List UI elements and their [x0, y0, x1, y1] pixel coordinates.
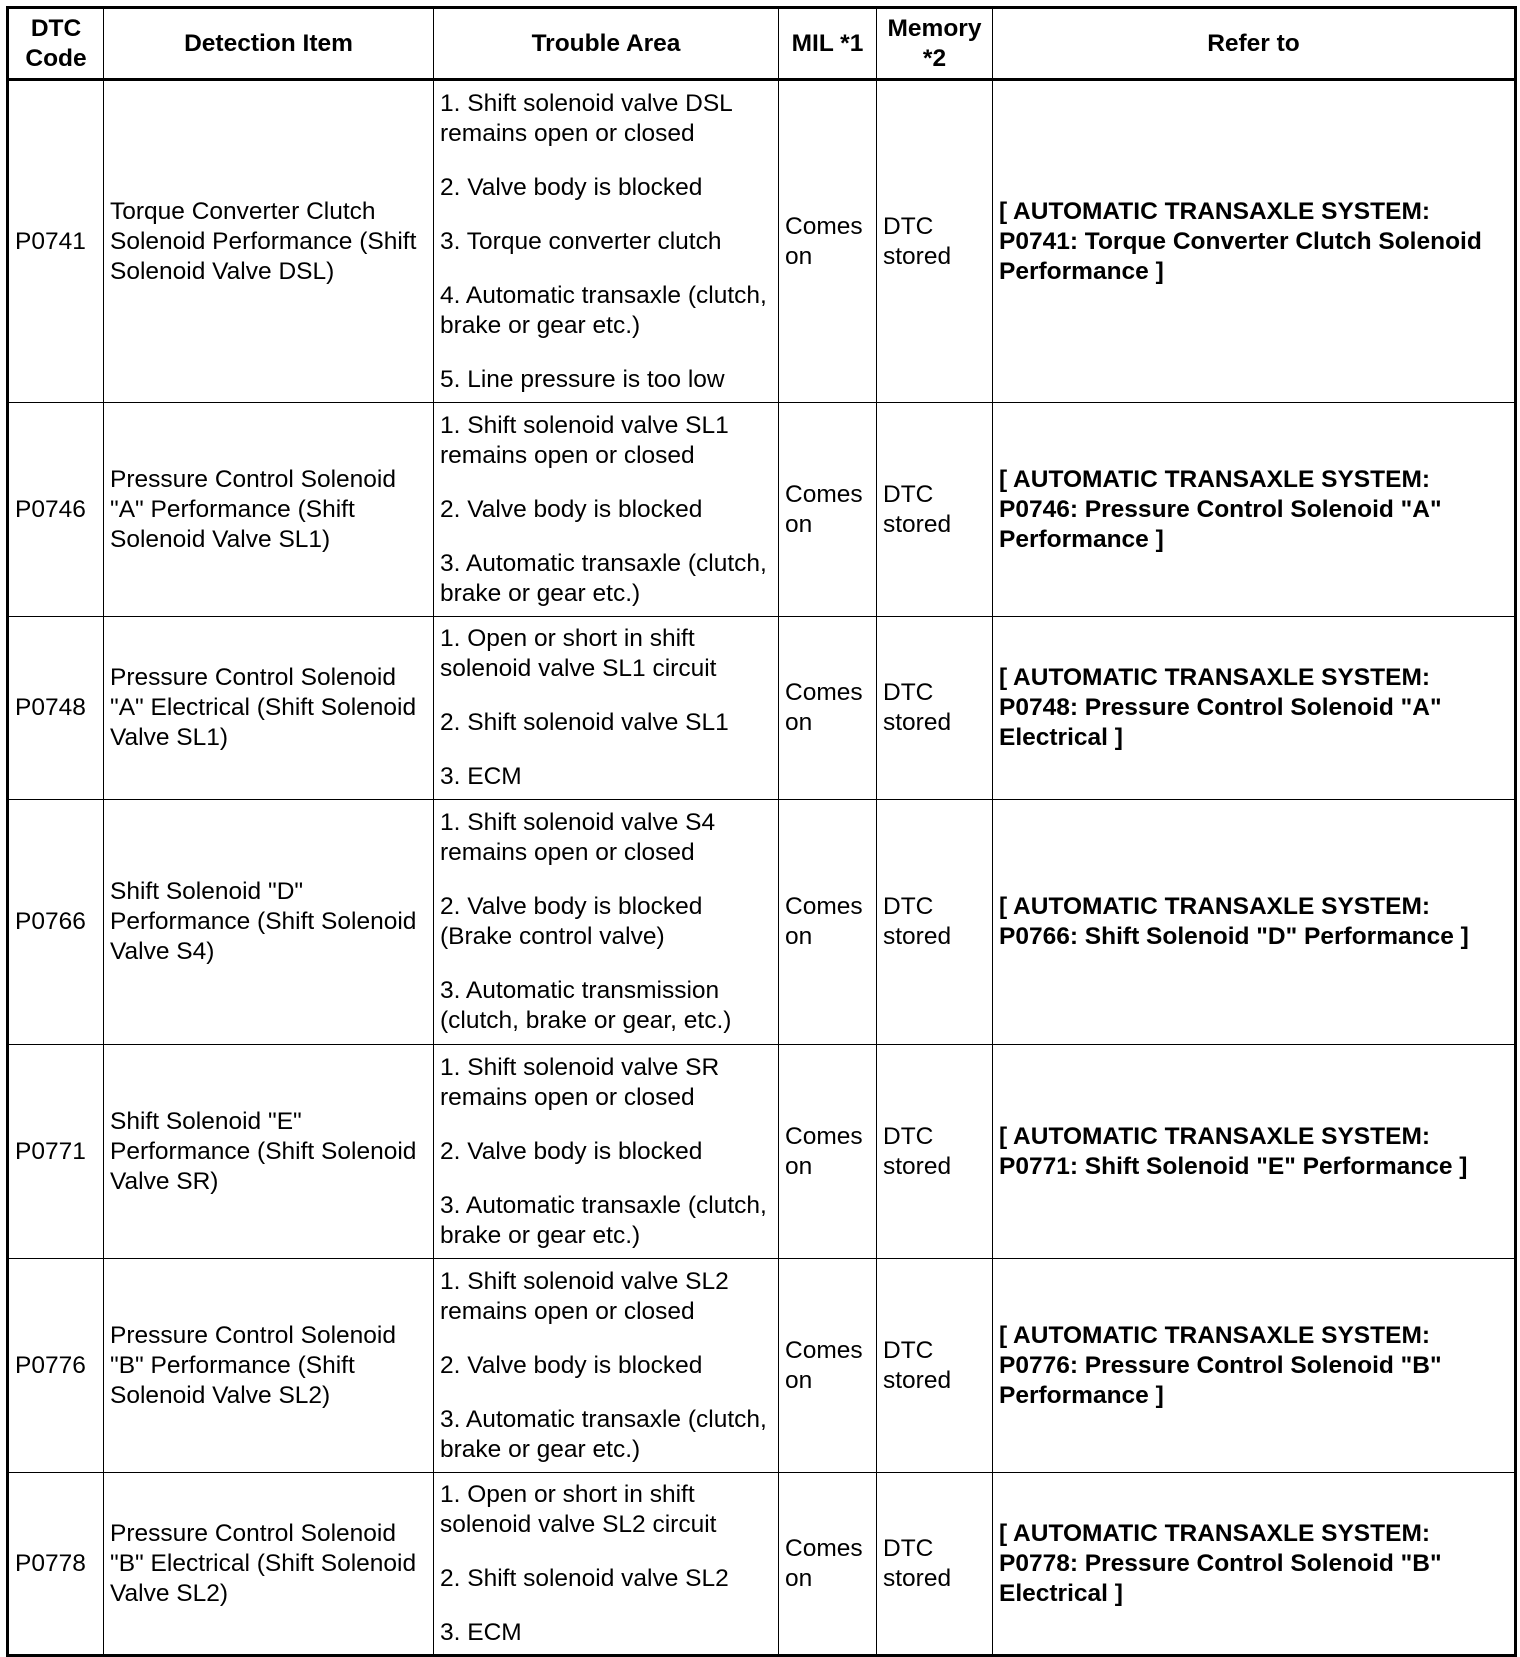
trouble-area-item: 1. Shift solenoid valve DSL remains open or closed	[440, 89, 732, 147]
refer-to-cell: [ AUTOMATIC TRANSAXLE SYSTEM: P0771: Shift Solenoid "E" Performance ]	[993, 1045, 1516, 1259]
memory-cell: DTC stored	[877, 1259, 993, 1473]
trouble-area-item: 2. Valve body is blocked	[440, 1351, 703, 1379]
detection-item-cell: Torque Converter Clutch Solenoid Performance (Shift Solenoid Valve DSL)	[104, 80, 434, 403]
header-row	[8, 8, 1516, 80]
trouble-area-cell	[434, 1045, 779, 1259]
memory-cell: DTC stored	[877, 617, 993, 800]
refer-to-cell: [ AUTOMATIC TRANSAXLE SYSTEM: P0748: Pressure Control Solenoid "A" Electrical ]	[993, 617, 1516, 800]
mil-cell: Comes on	[779, 1045, 877, 1259]
table-row	[8, 1473, 1516, 1656]
trouble-area-item: 2. Valve body is blocked	[440, 495, 703, 523]
mil-cell: Comes on	[779, 1473, 877, 1656]
trouble-area-item: 3. Automatic transaxle (clutch, brake or gear etc.)	[440, 1405, 767, 1463]
trouble-area-cell	[434, 1473, 779, 1656]
dtc-code-cell: P0776	[8, 1259, 104, 1473]
dtc-code-cell: P0746	[8, 403, 104, 617]
dtc-code-cell: P0778	[8, 1473, 104, 1656]
header-memory: Memory *2	[877, 8, 993, 80]
trouble-area-item: 3. ECM	[440, 1618, 522, 1646]
trouble-area-item: 5. Line pressure is too low	[440, 365, 725, 393]
table-row	[8, 617, 1516, 800]
trouble-area-item: 3. Automatic transaxle (clutch, brake or gear etc.)	[440, 549, 767, 607]
memory-cell: DTC stored	[877, 403, 993, 617]
trouble-area-item: 3. Automatic transaxle (clutch, brake or gear etc.)	[440, 1191, 767, 1249]
trouble-area-item: 1. Open or short in shift solenoid valve SL2 circuit	[440, 1480, 717, 1538]
header-detection-item: Detection Item	[104, 8, 434, 80]
mil-cell: Comes on	[779, 617, 877, 800]
trouble-area-cell	[434, 800, 779, 1045]
table-row	[8, 403, 1516, 617]
header-refer-to: Refer to	[993, 8, 1516, 80]
mil-cell: Comes on	[779, 403, 877, 617]
refer-to-cell: [ AUTOMATIC TRANSAXLE SYSTEM: P0741: Torque Converter Clutch Solenoid Performance ]	[993, 80, 1516, 403]
memory-cell: DTC stored	[877, 800, 993, 1045]
trouble-area-cell	[434, 80, 779, 403]
detection-item-cell: Shift Solenoid "D" Performance (Shift Solenoid Valve S4)	[104, 800, 434, 1045]
trouble-area-item: 1. Shift solenoid valve SL2 remains open or closed	[440, 1267, 729, 1325]
memory-cell: DTC stored	[877, 80, 993, 403]
detection-item-cell: Pressure Control Solenoid "B" Performance (Shift Solenoid Valve SL2)	[104, 1259, 434, 1473]
trouble-area-cell	[434, 403, 779, 617]
detection-item-cell: Pressure Control Solenoid "B" Electrical (Shift Solenoid Valve SL2)	[104, 1473, 434, 1656]
table-header	[8, 8, 1516, 80]
table-row	[8, 1259, 1516, 1473]
table-row	[8, 800, 1516, 1045]
trouble-area-item: 1. Shift solenoid valve SR remains open or closed	[440, 1053, 720, 1111]
mil-cell: Comes on	[779, 80, 877, 403]
header-trouble-area: Trouble Area	[434, 8, 779, 80]
trouble-area-item: 2. Valve body is blocked (Brake control valve)	[440, 893, 703, 950]
trouble-area-item: 1. Shift solenoid valve SL1 remains open or closed	[440, 411, 729, 469]
trouble-area-item: 3. Torque converter clutch	[440, 227, 722, 255]
detection-item-cell: Shift Solenoid "E" Performance (Shift Solenoid Valve SR)	[104, 1045, 434, 1259]
table-body	[8, 80, 1516, 1656]
trouble-area-item: 1. Shift solenoid valve S4 remains open or closed	[440, 809, 716, 866]
trouble-area-item: 3. Automatic transmission (clutch, brake or gear, etc.)	[440, 977, 732, 1034]
mil-cell: Comes on	[779, 1259, 877, 1473]
trouble-area-item: 3. ECM	[440, 763, 522, 790]
refer-to-cell: [ AUTOMATIC TRANSAXLE SYSTEM: P0776: Pressure Control Solenoid "B" Performance ]	[993, 1259, 1516, 1473]
trouble-area-item: 4. Automatic transaxle (clutch, brake or gear etc.)	[440, 281, 767, 339]
table-row	[8, 80, 1516, 403]
trouble-area-cell	[434, 1259, 779, 1473]
trouble-area-item: 2. Valve body is blocked	[440, 173, 703, 201]
dtc-code-cell: P0771	[8, 1045, 104, 1259]
memory-cell: DTC stored	[877, 1473, 993, 1656]
trouble-area-item: 2. Valve body is blocked	[440, 1137, 703, 1165]
trouble-area-item: 1. Open or short in shift solenoid valve SL1 circuit	[440, 625, 717, 682]
header-mil: MIL *1	[779, 8, 877, 80]
detection-item-cell: Pressure Control Solenoid "A" Electrical (Shift Solenoid Valve SL1)	[104, 617, 434, 800]
memory-cell: DTC stored	[877, 1045, 993, 1259]
table-row	[8, 1045, 1516, 1259]
trouble-area-item: 2. Shift solenoid valve SL1	[440, 709, 729, 736]
refer-to-cell: [ AUTOMATIC TRANSAXLE SYSTEM: P0766: Shift Solenoid "D" Performance ]	[993, 800, 1516, 1045]
dtc-code-cell: P0766	[8, 800, 104, 1045]
dtc-table	[6, 6, 1517, 1657]
trouble-area-cell	[434, 617, 779, 800]
dtc-code-cell: P0748	[8, 617, 104, 800]
mil-cell: Comes on	[779, 800, 877, 1045]
header-dtc-code: DTC Code	[8, 8, 104, 80]
refer-to-cell: [ AUTOMATIC TRANSAXLE SYSTEM: P0778: Pressure Control Solenoid "B" Electrical ]	[993, 1473, 1516, 1656]
detection-item-cell: Pressure Control Solenoid "A" Performance (Shift Solenoid Valve SL1)	[104, 403, 434, 617]
dtc-code-cell: P0741	[8, 80, 104, 403]
refer-to-cell: [ AUTOMATIC TRANSAXLE SYSTEM: P0746: Pressure Control Solenoid "A" Performance ]	[993, 403, 1516, 617]
trouble-area-item: 2. Shift solenoid valve SL2	[440, 1564, 729, 1592]
